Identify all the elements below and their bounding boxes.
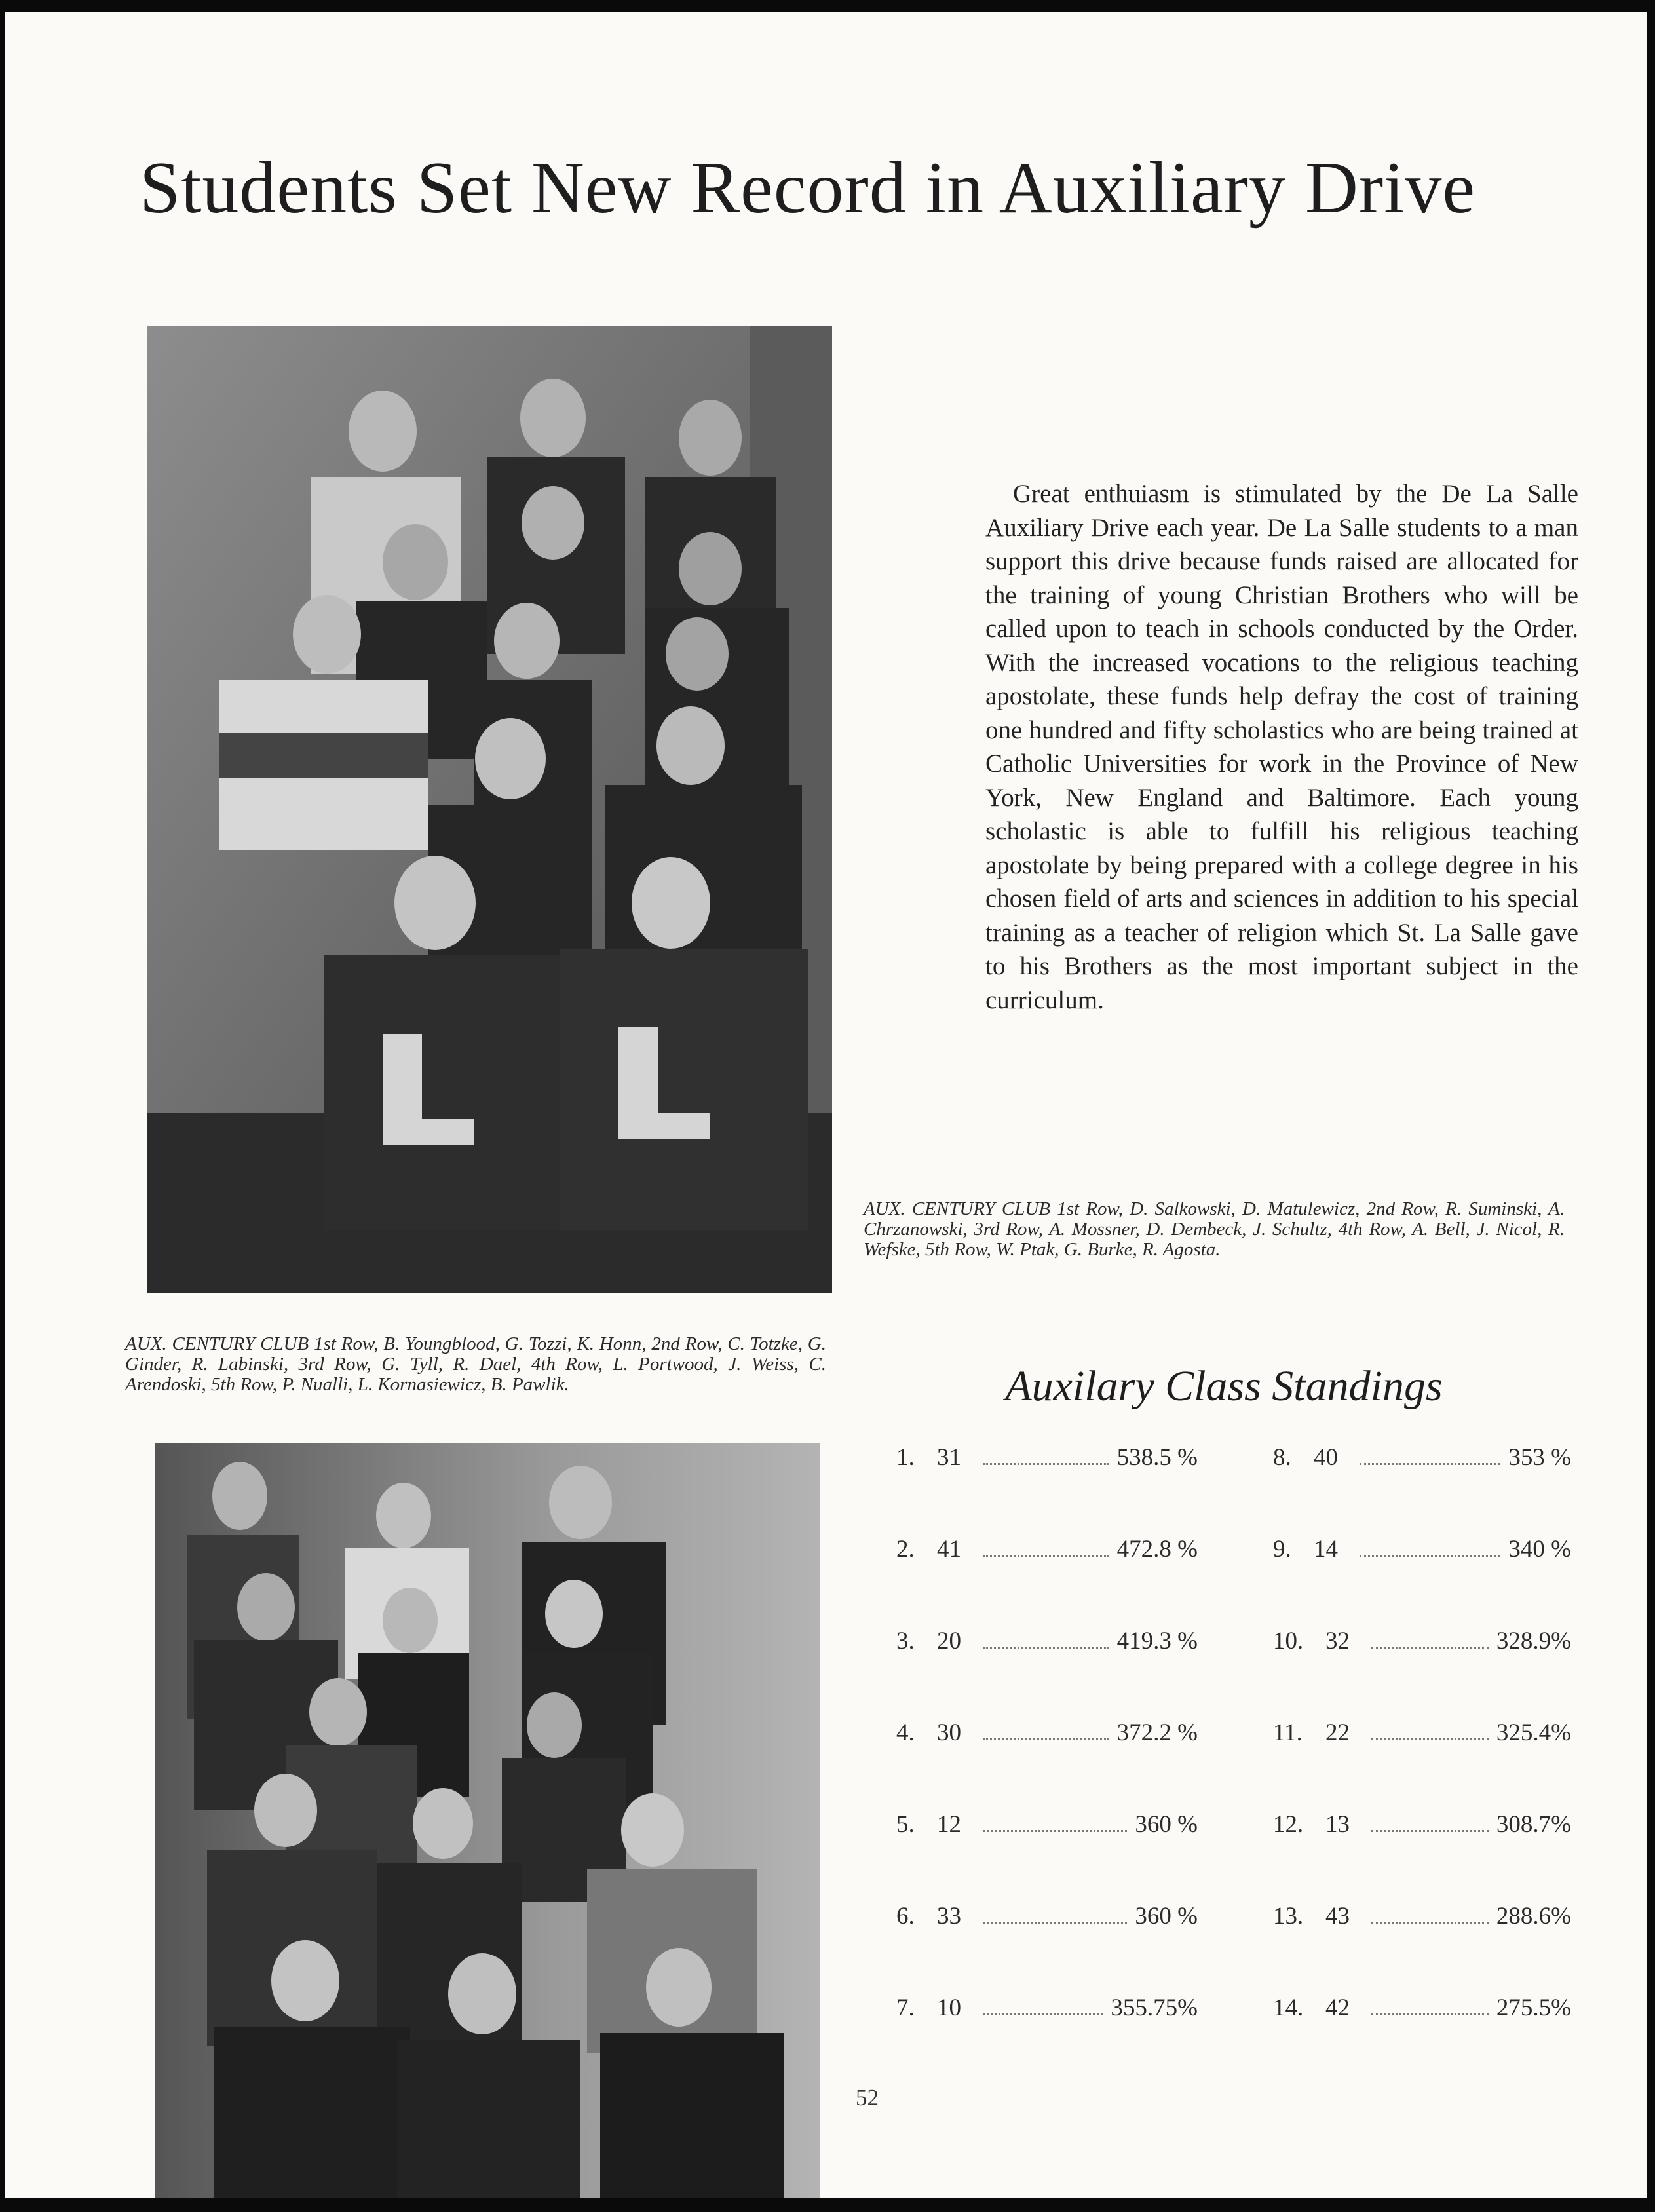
standing-row: [896, 1719, 1198, 1751]
standing-percent: 308.7%: [1496, 1811, 1571, 1838]
standing-percent: 419.3 %: [1116, 1628, 1198, 1654]
standing-percent: 360 %: [1135, 1903, 1198, 1930]
standing-class: 14: [1314, 1536, 1338, 1563]
leader-dots: [983, 1829, 1127, 1832]
leader-dots: [1371, 2012, 1489, 2015]
leader-dots: [983, 1920, 1127, 1924]
standing-row: [896, 1902, 1198, 1935]
standing-row: [1273, 1535, 1571, 1568]
standing-row: [1273, 1719, 1571, 1751]
standing-percent: 353 %: [1508, 1444, 1571, 1471]
leader-dots: [1371, 1645, 1489, 1649]
standing-rank: 8.: [1273, 1444, 1291, 1471]
standing-class: 41: [937, 1536, 961, 1563]
standing-percent: 538.5 %: [1116, 1444, 1198, 1471]
standing-rank: 7.: [896, 1994, 915, 2021]
standing-class: 43: [1325, 1903, 1350, 1930]
standing-percent: 288.6%: [1496, 1903, 1571, 1930]
standing-row: [1273, 1902, 1571, 1935]
leader-dots: [983, 1645, 1109, 1649]
standing-class: 31: [937, 1444, 961, 1471]
standing-row: [896, 1810, 1198, 1843]
standing-row: [1273, 1627, 1571, 1660]
standing-class: 40: [1314, 1444, 1338, 1471]
leader-dots: [1360, 1462, 1500, 1465]
standing-row: [1273, 1994, 1571, 2027]
leader-dots: [1360, 1554, 1500, 1557]
page-number: 52: [856, 2085, 879, 2110]
leader-dots: [983, 1737, 1109, 1740]
leader-dots: [1371, 1920, 1489, 1924]
group-photo-bottom: [155, 1443, 820, 2198]
photo-caption-bottom: AUX. CENTURY CLUB 1st Row, B. Youngblood, G. Tozzi, K. Honn, 2nd Row, C. Totzke, G. Ginder, R. Labinski, 3rd Row, G. Tyll, R. Dael, 4th Row, L. Portwood, J. Weiss, C. Arendoski, 5th Row, P. Nualli, L. Kornasiewicz, B. Pawlik.: [125, 1333, 826, 1395]
standing-row: [1273, 1443, 1571, 1476]
standing-class: 10: [937, 1994, 961, 2021]
standing-percent: 472.8 %: [1116, 1536, 1198, 1563]
leader-dots: [983, 1462, 1109, 1465]
standing-percent: 340 %: [1508, 1536, 1571, 1563]
standing-class: 13: [1325, 1811, 1350, 1838]
standing-class: 30: [937, 1719, 961, 1746]
standing-row: [896, 1443, 1198, 1476]
standing-class: 20: [937, 1628, 961, 1654]
page-headline: Students Set New Record in Auxiliary Drive: [140, 147, 1476, 229]
yearbook-page: [5, 12, 1647, 2198]
leader-dots: [1371, 1737, 1489, 1740]
standing-rank: 4.: [896, 1719, 915, 1746]
standing-class: 12: [937, 1811, 961, 1838]
standing-rank: 12.: [1273, 1811, 1304, 1838]
standing-percent: 355.75%: [1111, 1994, 1198, 2021]
standing-rank: 5.: [896, 1811, 915, 1838]
photo-caption-top: AUX. CENTURY CLUB 1st Row, D. Salkowski, D. Matulewicz, 2nd Row, R. Suminski, A. Chrzanowski, 3rd Row, A. Mossner, D. Dembeck, J. Schultz, 4th Row, A. Bell, J. Nicol, R. Wefske, 5th Row, W. Ptak, G. Burke, R. Agosta.: [864, 1198, 1565, 1260]
standing-percent: 372.2 %: [1116, 1719, 1198, 1746]
standing-rank: 14.: [1273, 1994, 1304, 2021]
class-standings-table: [890, 1443, 1617, 2059]
standing-percent: 275.5%: [1496, 1994, 1571, 2021]
group-photo-top: [147, 326, 832, 1293]
leader-dots: [983, 1554, 1109, 1557]
standing-rank: 13.: [1273, 1903, 1304, 1930]
standing-rank: 11.: [1273, 1719, 1303, 1746]
standing-rank: 6.: [896, 1903, 915, 1930]
leader-dots: [1371, 1829, 1489, 1832]
standing-row: [896, 1994, 1198, 2027]
standings-title: Auxilary Class Standings: [1005, 1362, 1443, 1410]
standing-rank: 2.: [896, 1536, 915, 1563]
standing-rank: 1.: [896, 1444, 915, 1471]
article-body: Great enthuiasm is stimulated by the De La Salle Auxiliary Drive each year. De La Salle students to a man support this drive because funds raised are allocated for the training of young Christian Brothers who will be called upon to teach in schools conducted by the Order. With the increased vocations to the religious teaching apostolate, these funds help defray the cost of training one hundred and fifty scholastics who are being trained at Catholic Universities for work in the Province of New York, New England and Baltimore. Each young scholastic is able to fulfill his religious teaching apostolate by being prepared with a college degree in his chosen field of arts and sciences in addition to his special training as a teacher of religion which St. La Salle gave to his Brothers as the most important subject in the curriculum.: [985, 480, 1578, 1014]
standing-row: [896, 1627, 1198, 1660]
standing-class: 32: [1325, 1628, 1350, 1654]
standing-row: [896, 1535, 1198, 1568]
standing-rank: 9.: [1273, 1536, 1291, 1563]
standing-class: 33: [937, 1903, 961, 1930]
standing-percent: 360 %: [1135, 1811, 1198, 1838]
standing-row: [1273, 1810, 1571, 1843]
standing-class: 22: [1325, 1719, 1350, 1746]
standing-class: 42: [1325, 1994, 1350, 2021]
standing-rank: 3.: [896, 1628, 915, 1654]
leader-dots: [983, 2012, 1103, 2015]
standing-percent: 328.9%: [1496, 1628, 1571, 1654]
standing-percent: 325.4%: [1496, 1719, 1571, 1746]
standing-rank: 10.: [1273, 1628, 1304, 1654]
